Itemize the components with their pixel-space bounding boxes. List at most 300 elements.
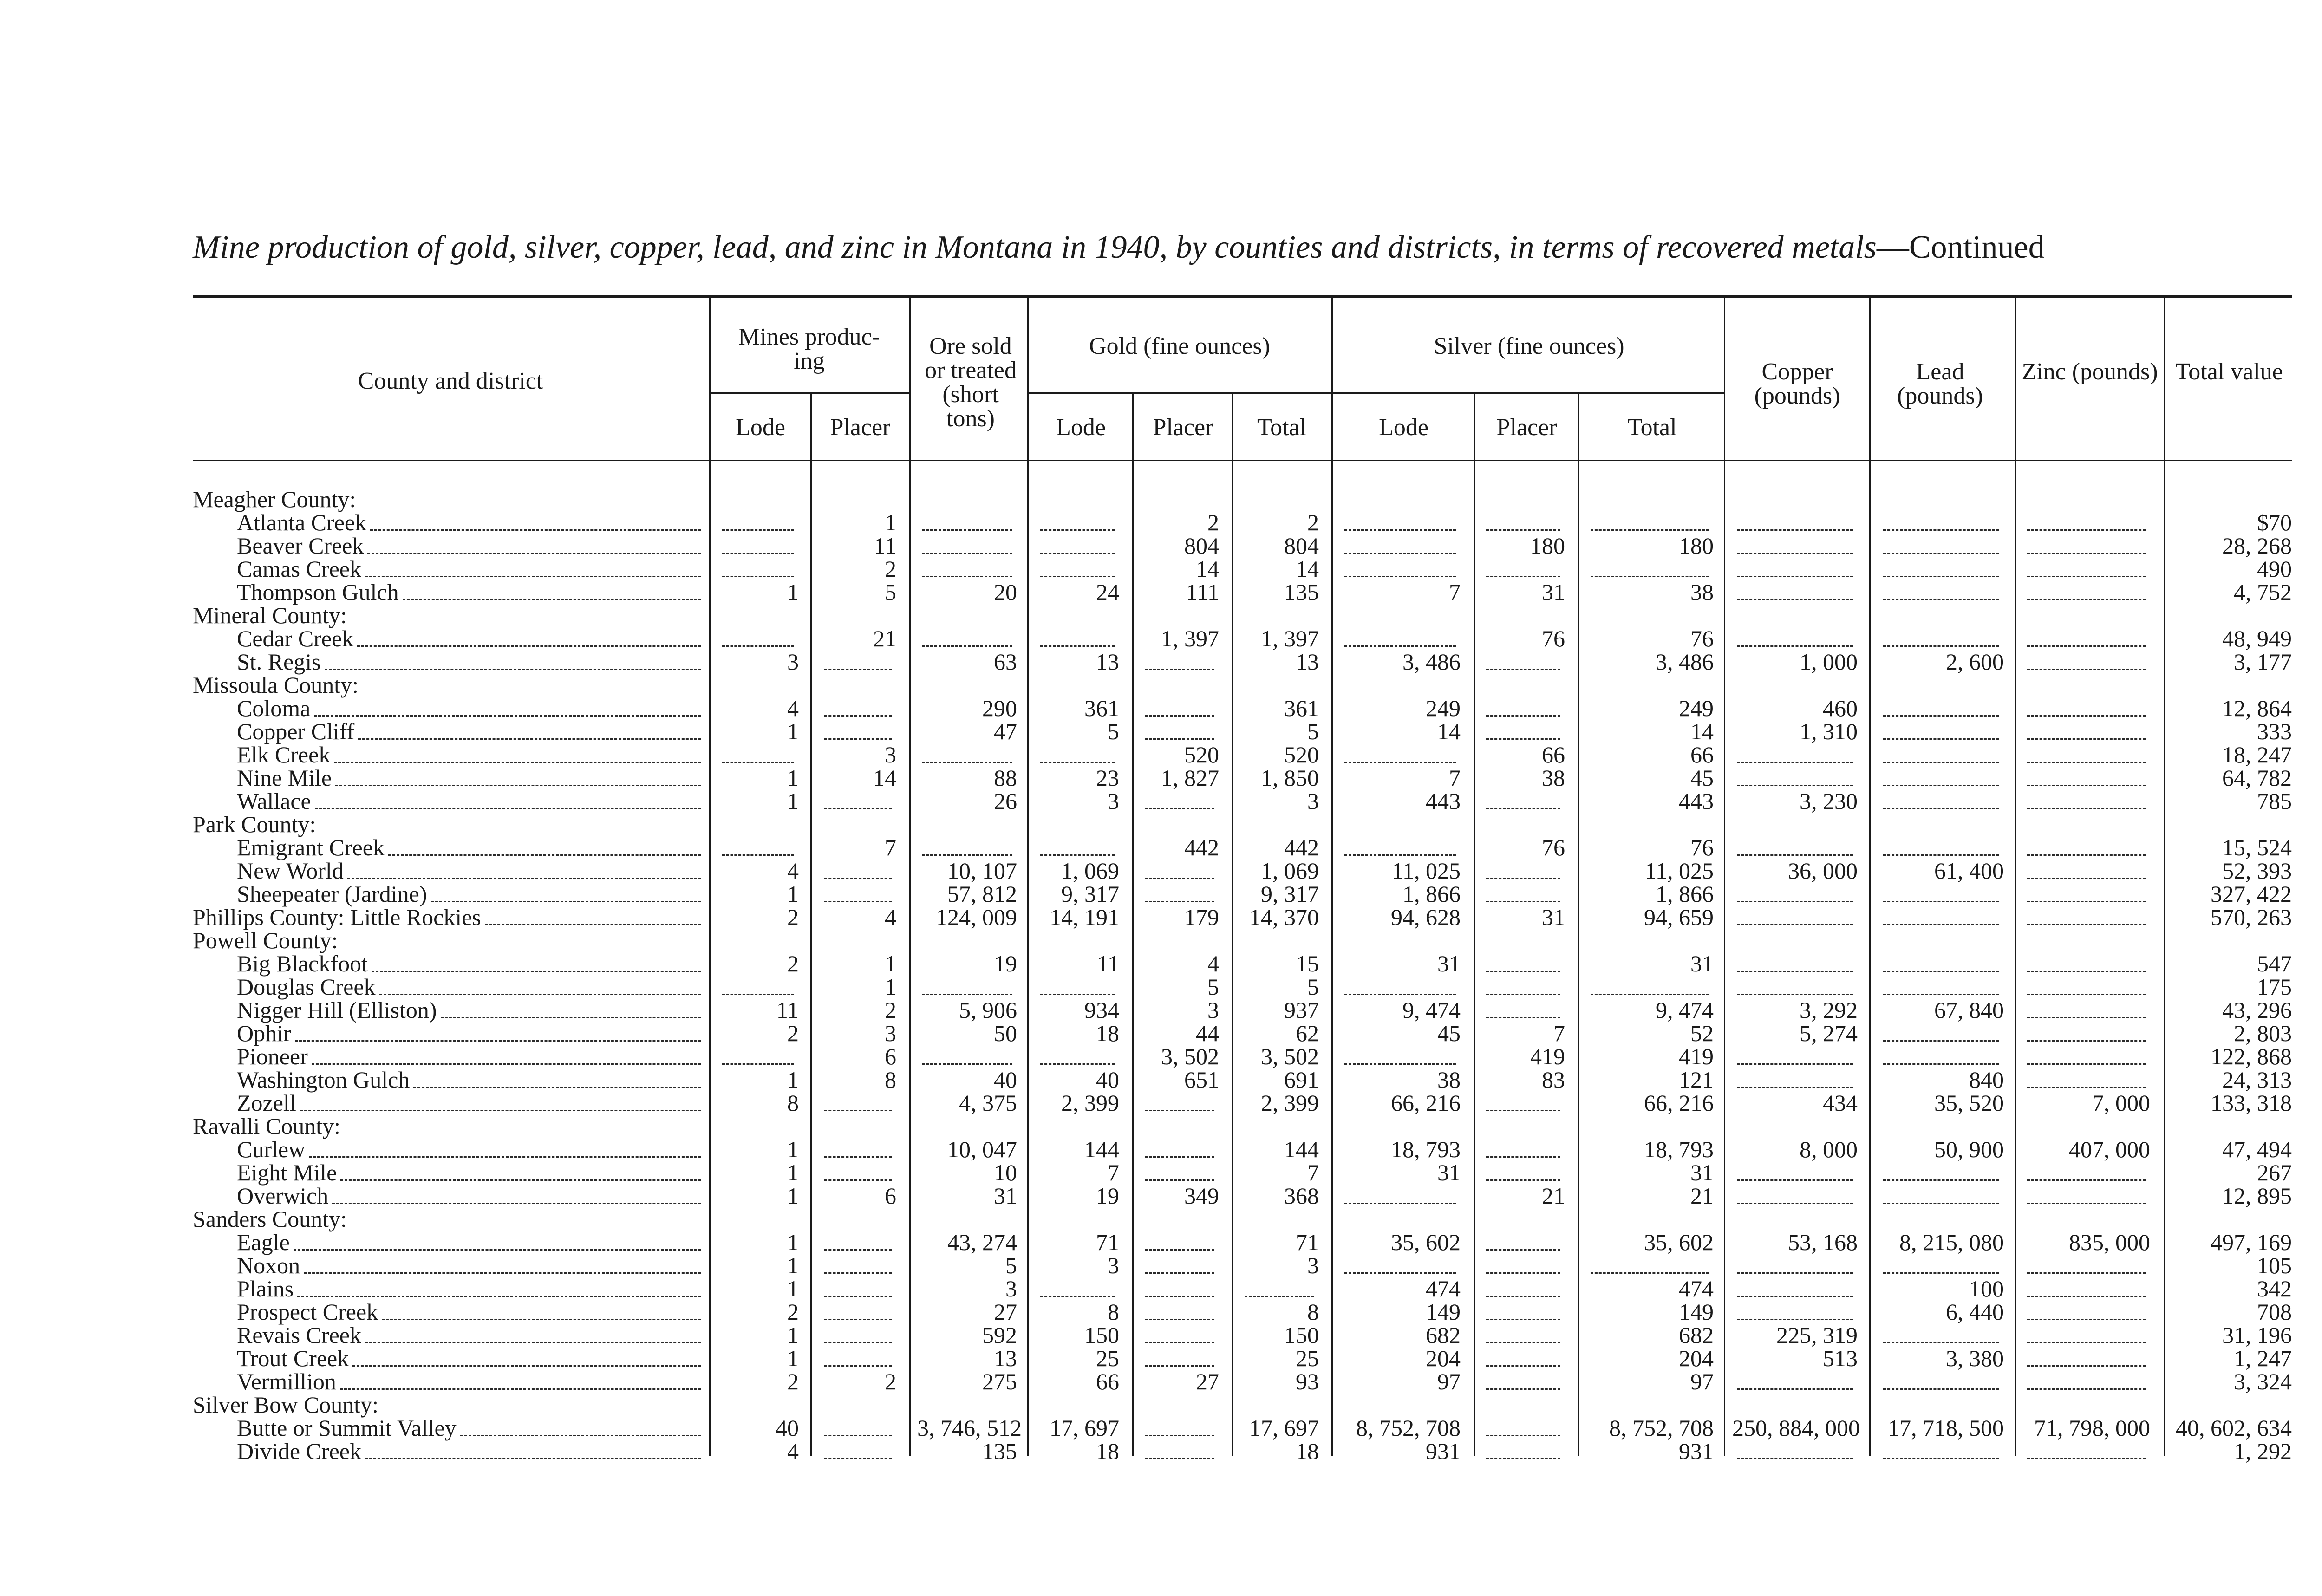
- cell-gold-lode: 40: [1096, 1067, 1119, 1093]
- empty-cell-gold-lode: [1040, 645, 1115, 647]
- empty-cell-lead: [1883, 1179, 1999, 1181]
- empty-cell-lead: [1883, 762, 1999, 763]
- cell-gold-lode: 18: [1096, 1438, 1119, 1464]
- cell-gold-total: 135: [1284, 579, 1319, 605]
- caption-rule: [193, 295, 2292, 298]
- leader-dots: [441, 1017, 701, 1018]
- empty-cell-zinc: [2027, 1342, 2146, 1343]
- empty-cell-silver-placer: [1486, 1388, 1560, 1390]
- cell-total-value: 490: [2257, 556, 2292, 582]
- cell-total-value: 342: [2257, 1276, 2292, 1302]
- empty-cell-gold-lode: [1040, 762, 1115, 763]
- leader-dots: [372, 971, 701, 972]
- empty-cell-silver-lode: [1344, 1272, 1456, 1274]
- cell-ore: 50: [994, 1020, 1017, 1046]
- cell-silver-lode: 66, 216: [1391, 1090, 1461, 1116]
- col-sep: [1869, 297, 1871, 1456]
- cell-ore: 31: [994, 1183, 1017, 1209]
- cell-ore: 19: [994, 951, 1017, 977]
- leader-dots: [325, 669, 701, 670]
- cell-ore: 88: [994, 765, 1017, 791]
- cell-mines-lode: 4: [787, 1438, 799, 1464]
- cell-gold-placer: 2: [1207, 509, 1219, 535]
- cell-copper: 460: [1823, 695, 1858, 721]
- cell-total-value: 327, 422: [2211, 881, 2292, 907]
- cell-gold-lode: 934: [1084, 997, 1119, 1023]
- cell-ore: 10: [994, 1160, 1017, 1186]
- empty-cell-zinc: [2027, 1272, 2146, 1274]
- empty-cell-mines-placer: [824, 715, 892, 717]
- empty-cell-mines-placer: [824, 1296, 892, 1297]
- cell-mines-placer: 21: [873, 625, 896, 651]
- leader-dots: [352, 1365, 701, 1367]
- cell-gold-lode: 18: [1096, 1020, 1119, 1046]
- leader-dots: [347, 878, 701, 879]
- empty-cell-silver-placer: [1486, 994, 1560, 995]
- leader-dots: [485, 924, 701, 925]
- empty-cell-lead: [1883, 1342, 1999, 1343]
- cell-gold-total: 442: [1284, 834, 1319, 860]
- district-name: Butte or Summit Valley: [237, 1415, 457, 1441]
- cell-total-value: 1, 247: [2234, 1345, 2292, 1371]
- empty-cell-lead: [1883, 1388, 1999, 1390]
- cell-gold-lode: 1, 069: [1061, 858, 1119, 884]
- county-heading: Park County:: [193, 811, 316, 837]
- cell-total-value: 40, 602, 634: [2176, 1415, 2292, 1441]
- empty-cell-lead: [1883, 785, 1999, 786]
- cell-total-value: 175: [2257, 974, 2292, 1000]
- empty-cell-lead: [1883, 576, 1999, 577]
- leader-dots: [370, 529, 701, 531]
- header-silver-total: Total: [1627, 414, 1677, 441]
- leader-dots: [332, 1203, 701, 1204]
- district-name: Beaver Creek: [237, 533, 364, 559]
- cell-silver-lode: 931: [1426, 1438, 1461, 1464]
- cell-gold-total: 18: [1296, 1438, 1319, 1464]
- county-heading: Ravalli County:: [193, 1113, 341, 1139]
- empty-cell-ore: [922, 854, 1012, 856]
- empty-cell-mines-lode: [722, 762, 794, 763]
- cell-gold-total: 5: [1307, 974, 1319, 1000]
- cell-silver-total: 180: [1679, 533, 1714, 559]
- empty-cell-mines-lode: [722, 1063, 794, 1065]
- district-name: Emigrant Creek: [237, 834, 385, 860]
- empty-cell-copper: [1737, 901, 1853, 902]
- cell-mines-lode: 1: [787, 1345, 799, 1371]
- cell-silver-lode: 443: [1426, 788, 1461, 814]
- empty-cell-lead: [1883, 1272, 1999, 1274]
- cell-mines-lode: 4: [787, 858, 799, 884]
- district-name: Overwich: [237, 1183, 329, 1209]
- empty-cell-gold-placer: [1145, 808, 1214, 809]
- cell-silver-placer: 21: [1542, 1183, 1565, 1209]
- cell-mines-lode: 1: [787, 881, 799, 907]
- cell-silver-lode: 249: [1426, 695, 1461, 721]
- header-county-district: County and district: [358, 368, 543, 394]
- cell-silver-lode: 9, 474: [1402, 997, 1461, 1023]
- leader-dots: [294, 1249, 701, 1251]
- empty-cell-silver-total: [1591, 1272, 1709, 1274]
- cell-silver-total: 21: [1690, 1183, 1714, 1209]
- cell-ore: 5, 906: [959, 997, 1017, 1023]
- empty-cell-silver-placer: [1486, 1272, 1560, 1274]
- cell-mines-lode: 1: [787, 765, 799, 791]
- cell-gold-lode: 25: [1096, 1345, 1119, 1371]
- cell-copper: 3, 292: [1800, 997, 1858, 1023]
- cell-ore: 135: [982, 1438, 1017, 1464]
- cell-copper: 513: [1823, 1345, 1858, 1371]
- cell-lead: 61, 400: [1934, 858, 2004, 884]
- cell-gold-placer: 3: [1207, 997, 1219, 1023]
- cell-ore: 592: [982, 1322, 1017, 1348]
- cell-gold-placer: 4: [1207, 951, 1219, 977]
- cell-gold-total: 1, 850: [1261, 765, 1319, 791]
- empty-cell-copper: [1737, 924, 1853, 925]
- cell-copper: 1, 310: [1800, 718, 1858, 744]
- cell-total-value: 333: [2257, 718, 2292, 744]
- cell-silver-lode: 7: [1449, 579, 1461, 605]
- col-sep: [1331, 297, 1333, 1456]
- cell-copper: 8, 000: [1800, 1136, 1858, 1162]
- cell-gold-placer: 179: [1184, 904, 1219, 930]
- empty-cell-copper: [1737, 529, 1853, 531]
- cell-silver-lode: 94, 628: [1391, 904, 1461, 930]
- header-mines-producing: Mines produc-ing: [738, 324, 880, 374]
- empty-cell-mines-placer: [824, 1365, 892, 1367]
- cell-mines-lode: 8: [787, 1090, 799, 1116]
- col-sep: [1474, 392, 1475, 1456]
- cell-zinc: 835, 000: [2069, 1229, 2150, 1255]
- cell-total-value: 12, 864: [2222, 695, 2292, 721]
- cell-lead: 2, 600: [1946, 649, 2004, 675]
- cell-gold-lode: 23: [1096, 765, 1119, 791]
- cell-gold-placer: 349: [1184, 1183, 1219, 1209]
- empty-cell-copper: [1737, 854, 1853, 856]
- empty-cell-zinc: [2027, 785, 2146, 786]
- header-gold: Gold (fine ounces): [1089, 333, 1270, 359]
- district-name: Atlanta Creek: [237, 509, 367, 535]
- cell-silver-total: 8, 752, 708: [1609, 1415, 1714, 1441]
- empty-cell-gold-placer: [1145, 1319, 1214, 1320]
- district-name: Camas Creek: [237, 556, 361, 582]
- cell-silver-total: 76: [1690, 834, 1714, 860]
- empty-cell-copper: [1737, 1272, 1853, 1274]
- empty-cell-silver-placer: [1486, 715, 1560, 717]
- empty-cell-copper: [1737, 553, 1853, 554]
- cell-mines-lode: 1: [787, 1322, 799, 1348]
- district-name: Revais Creek: [237, 1322, 361, 1348]
- cell-gold-placer: 44: [1196, 1020, 1219, 1046]
- empty-cell-zinc: [2027, 1040, 2146, 1042]
- cell-mines-placer: 6: [885, 1183, 896, 1209]
- district-name: Coloma: [237, 695, 311, 721]
- cell-gold-lode: 71: [1096, 1229, 1119, 1255]
- cell-gold-lode: 2, 399: [1061, 1090, 1119, 1116]
- cell-gold-total: 368: [1284, 1183, 1319, 1209]
- cell-gold-lode: 66: [1096, 1368, 1119, 1394]
- cell-gold-total: 2, 399: [1261, 1090, 1319, 1116]
- cell-gold-total: 3, 502: [1261, 1043, 1319, 1069]
- cell-total-value: 570, 263: [2211, 904, 2292, 930]
- cell-mines-lode: 1: [787, 788, 799, 814]
- cell-ore: 290: [982, 695, 1017, 721]
- empty-cell-silver-lode: [1344, 576, 1456, 577]
- cell-mines-placer: 1: [885, 951, 896, 977]
- cell-copper: 250, 884, 000: [1732, 1415, 1860, 1441]
- cell-ore: 47: [994, 718, 1017, 744]
- cell-mines-placer: 6: [885, 1043, 896, 1069]
- cell-silver-lode: 97: [1437, 1368, 1461, 1394]
- empty-cell-zinc: [2027, 1296, 2146, 1297]
- empty-cell-copper: [1737, 1203, 1853, 1204]
- empty-cell-lead: [1883, 1063, 1999, 1065]
- cell-silver-total: 682: [1679, 1322, 1714, 1348]
- cell-ore: 3: [1005, 1276, 1017, 1302]
- cell-mines-lode: 1: [787, 1252, 799, 1278]
- empty-cell-ore: [922, 553, 1012, 554]
- col-sep: [909, 297, 911, 1456]
- district-name: Cedar Creek: [237, 625, 354, 651]
- empty-cell-zinc: [2027, 854, 2146, 856]
- empty-cell-zinc: [2027, 762, 2146, 763]
- empty-cell-zinc: [2027, 878, 2146, 879]
- empty-cell-silver-placer: [1486, 1156, 1560, 1158]
- cell-ore: 275: [982, 1368, 1017, 1394]
- cell-mines-placer: 2: [885, 997, 896, 1023]
- empty-cell-silver-placer: [1486, 808, 1560, 809]
- cell-silver-total: 9, 474: [1656, 997, 1714, 1023]
- empty-cell-ore: [922, 645, 1012, 647]
- empty-cell-copper: [1737, 971, 1853, 972]
- header-copper: Copper (pounds): [1754, 358, 1840, 409]
- cell-gold-total: 5: [1307, 718, 1319, 744]
- empty-cell-gold-lode: [1040, 1296, 1115, 1297]
- leader-dots: [335, 785, 701, 786]
- empty-cell-gold-placer: [1145, 715, 1214, 717]
- cell-mines-placer: 3: [885, 742, 896, 768]
- cell-mines-lode: 40: [776, 1415, 799, 1441]
- cell-gold-lode: 9, 317: [1061, 881, 1119, 907]
- cell-gold-placer: 27: [1196, 1368, 1219, 1394]
- empty-cell-zinc: [2027, 645, 2146, 647]
- cell-gold-placer: 651: [1184, 1067, 1219, 1093]
- empty-cell-gold-lode: [1040, 576, 1115, 577]
- district-name: New World: [237, 858, 344, 884]
- cell-total-value: 15, 524: [2222, 834, 2292, 860]
- empty-cell-zinc: [2027, 1087, 2146, 1088]
- cell-total-value: 267: [2257, 1160, 2292, 1186]
- empty-cell-silver-total: [1591, 576, 1709, 577]
- cell-gold-placer: 3, 502: [1161, 1043, 1219, 1069]
- leader-dots: [340, 1388, 701, 1390]
- county-heading: Silver Bow County:: [193, 1392, 379, 1418]
- cell-mines-lode: 1: [787, 718, 799, 744]
- caption-title: Mine production of gold, silver, copper, lead, and zinc in Montana in 1940, by counties and districts, in terms of recovered metals: [193, 229, 1877, 265]
- empty-cell-gold-placer: [1145, 1296, 1214, 1297]
- cell-mines-lode: 3: [787, 649, 799, 675]
- empty-cell-zinc: [2027, 529, 2146, 531]
- cell-ore: 13: [994, 1345, 1017, 1371]
- empty-cell-silver-lode: [1344, 1203, 1456, 1204]
- cell-gold-lode: 7: [1108, 1160, 1119, 1186]
- empty-cell-mines-lode: [722, 529, 794, 531]
- empty-cell-zinc: [2027, 924, 2146, 925]
- cell-gold-lode: 361: [1084, 695, 1119, 721]
- cell-ore: 10, 047: [947, 1136, 1017, 1162]
- cell-gold-total: 14: [1296, 556, 1319, 582]
- empty-cell-zinc: [2027, 738, 2146, 740]
- cell-gold-placer: 5: [1207, 974, 1219, 1000]
- cell-ore: 5: [1005, 1252, 1017, 1278]
- cell-silver-total: 38: [1690, 579, 1714, 605]
- cell-gold-placer: 520: [1184, 742, 1219, 768]
- cell-silver-total: 443: [1679, 788, 1714, 814]
- empty-cell-gold-lode: [1040, 994, 1115, 995]
- cell-gold-lode: 3: [1108, 1252, 1119, 1278]
- cell-ore: 27: [994, 1299, 1017, 1325]
- cell-silver-lode: 3, 486: [1402, 649, 1461, 675]
- empty-cell-mines-placer: [824, 901, 892, 902]
- header-gold-total: Total: [1257, 414, 1307, 441]
- empty-cell-lead: [1883, 854, 1999, 856]
- cell-zinc: 407, 000: [2069, 1136, 2150, 1162]
- leader-dots: [431, 901, 701, 902]
- cell-silver-lode: 204: [1426, 1345, 1461, 1371]
- cell-silver-total: 94, 659: [1644, 904, 1714, 930]
- cell-silver-lode: 1, 866: [1402, 881, 1461, 907]
- empty-cell-silver-total: [1591, 994, 1709, 995]
- empty-cell-lead: [1883, 599, 1999, 600]
- col-sep: [1232, 392, 1233, 1456]
- cell-mines-lode: 2: [787, 951, 799, 977]
- cell-lead: 6, 440: [1946, 1299, 2004, 1325]
- county-heading: Meagher County:: [193, 486, 356, 512]
- district-name: Thompson Gulch: [237, 579, 399, 605]
- cell-mines-lode: 1: [787, 1160, 799, 1186]
- district-name: Ophir: [237, 1020, 291, 1046]
- empty-cell-gold-lode: [1040, 553, 1115, 554]
- cell-silver-lode: 149: [1426, 1299, 1461, 1325]
- cell-total-value: 547: [2257, 951, 2292, 977]
- empty-cell-silver-placer: [1486, 576, 1560, 577]
- cell-total-value: 31, 196: [2222, 1322, 2292, 1348]
- district-name: Big Blackfoot: [237, 951, 368, 977]
- cell-silver-total: 3, 486: [1656, 649, 1714, 675]
- cell-silver-lode: 18, 793: [1391, 1136, 1461, 1162]
- county-heading: Powell County:: [193, 927, 338, 953]
- empty-cell-lead: [1883, 529, 1999, 531]
- empty-cell-gold-placer: [1145, 669, 1214, 670]
- col-sep: [1027, 297, 1029, 1456]
- empty-cell-copper: [1737, 1388, 1853, 1390]
- leader-dots: [460, 1435, 701, 1436]
- empty-cell-silver-placer: [1486, 971, 1560, 972]
- cell-silver-lode: 474: [1426, 1276, 1461, 1302]
- cell-silver-lode: 31: [1437, 951, 1461, 977]
- empty-cell-copper: [1737, 1458, 1853, 1459]
- cell-copper: 434: [1823, 1090, 1858, 1116]
- col-sep: [1132, 392, 1134, 1456]
- empty-cell-silver-lode: [1344, 529, 1456, 531]
- cell-silver-total: 18, 793: [1644, 1136, 1714, 1162]
- cell-gold-lode: 150: [1084, 1322, 1119, 1348]
- header-zinc: Zinc (pounds): [2022, 358, 2158, 385]
- empty-cell-gold-placer: [1145, 1249, 1214, 1251]
- empty-cell-mines-placer: [824, 1249, 892, 1251]
- cell-gold-total: 150: [1284, 1322, 1319, 1348]
- header-gold-placer: Placer: [1153, 414, 1213, 441]
- cell-total-value: 497, 169: [2211, 1229, 2292, 1255]
- cell-total-value: 12, 895: [2222, 1183, 2292, 1209]
- district-name: St. Regis: [237, 649, 321, 675]
- empty-cell-mines-lode: [722, 854, 794, 856]
- cell-gold-lode: 8: [1108, 1299, 1119, 1325]
- leader-dots: [367, 553, 701, 554]
- leader-dots: [297, 1296, 701, 1297]
- leader-dots: [304, 1272, 701, 1274]
- empty-cell-mines-placer: [824, 1319, 892, 1320]
- district-name: Pioneer: [237, 1043, 308, 1069]
- empty-cell-copper: [1737, 1087, 1853, 1088]
- cell-gold-total: 8: [1307, 1299, 1319, 1325]
- leader-dots: [309, 1156, 701, 1158]
- empty-cell-lead: [1883, 1040, 1999, 1042]
- leader-dots: [340, 1179, 701, 1181]
- cell-silver-lode: 682: [1426, 1322, 1461, 1348]
- cell-total-value: 105: [2257, 1252, 2292, 1278]
- cell-silver-total: 931: [1679, 1438, 1714, 1464]
- cell-copper: 3, 230: [1800, 788, 1858, 814]
- empty-cell-zinc: [2027, 1388, 2146, 1390]
- district-name: Vermillion: [237, 1368, 336, 1394]
- cell-silver-placer: 66: [1542, 742, 1565, 768]
- empty-cell-silver-placer: [1486, 1296, 1560, 1297]
- header-mines-placer: Placer: [830, 414, 891, 441]
- cell-gold-total: 1, 397: [1261, 625, 1319, 651]
- cell-gold-placer: 1, 397: [1161, 625, 1219, 651]
- cell-copper: 36, 000: [1788, 858, 1858, 884]
- cell-gold-lode: 3: [1108, 788, 1119, 814]
- cell-gold-total: 520: [1284, 742, 1319, 768]
- cell-silver-total: 1, 866: [1656, 881, 1714, 907]
- empty-cell-mines-placer: [824, 878, 892, 879]
- empty-cell-gold-lode: [1040, 529, 1115, 531]
- cell-mines-lode: 1: [787, 1229, 799, 1255]
- leader-dots: [315, 808, 701, 809]
- cell-silver-total: 45: [1690, 765, 1714, 791]
- empty-cell-gold-placer: [1145, 878, 1214, 879]
- leader-dots: [300, 1110, 701, 1111]
- cell-total-value: 785: [2257, 788, 2292, 814]
- empty-cell-ore: [922, 1063, 1012, 1065]
- cell-ore: 4, 375: [959, 1090, 1017, 1116]
- cell-gold-total: 7: [1307, 1160, 1319, 1186]
- cell-silver-placer: 76: [1542, 625, 1565, 651]
- empty-cell-silver-placer: [1486, 1319, 1560, 1320]
- cell-gold-placer: 14: [1196, 556, 1219, 582]
- cell-mines-lode: 2: [787, 1299, 799, 1325]
- empty-cell-lead: [1883, 924, 1999, 925]
- leader-dots: [358, 738, 701, 740]
- header-silver-lode: Lode: [1379, 414, 1428, 441]
- cell-silver-total: 35, 602: [1644, 1229, 1714, 1255]
- district-name: Wallace: [237, 788, 311, 814]
- cell-total-value: 133, 318: [2211, 1090, 2292, 1116]
- empty-cell-zinc: [2027, 1017, 2146, 1018]
- district-name: Prospect Creek: [237, 1299, 378, 1325]
- empty-cell-gold-placer: [1145, 1110, 1214, 1111]
- empty-cell-mines-placer: [824, 1156, 892, 1158]
